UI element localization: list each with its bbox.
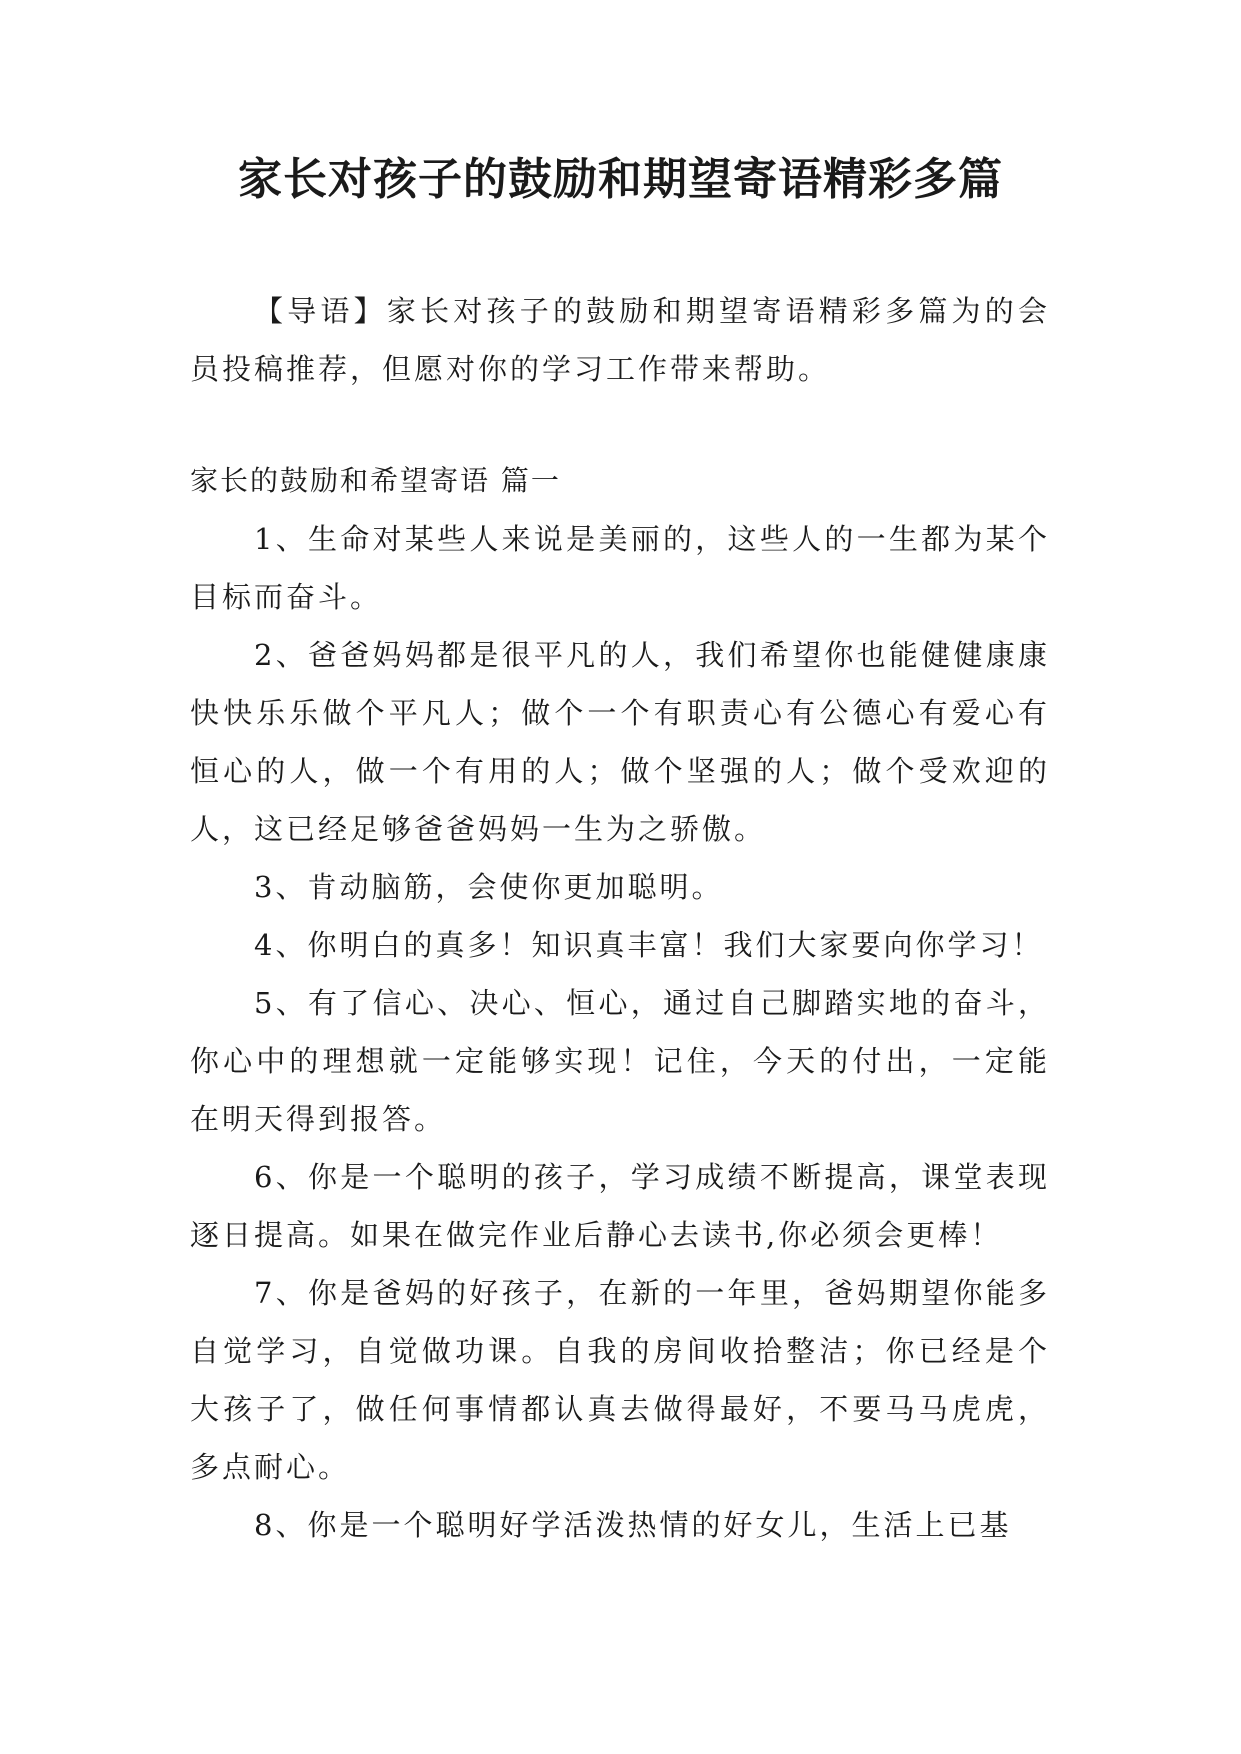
list-item-6: 6、你是一个聪明的孩子，学习成绩不断提高，课堂表现逐日提高。如果在做完作业后静心去读书,你必须会更棒！ bbox=[190, 1160, 1050, 1252]
document-body bbox=[190, 282, 1050, 1554]
intro-paragraph: 【导语】家长对孩子的鼓励和期望寄语精彩多篇为的会员投稿推荐，但愿对你的学习工作带来帮助。 bbox=[190, 294, 1050, 386]
section-heading: 家长的鼓励和希望寄语 篇一 bbox=[190, 464, 561, 497]
document-title: 家长对孩子的鼓励和期望寄语精彩多篇 bbox=[238, 154, 1003, 205]
list-item-5: 5、有了信心、决心、恒心，通过自己脚踏实地的奋斗，你心中的理想就一定能够实现！记住，今天的付出，一定能在明天得到报答。 bbox=[190, 986, 1050, 1136]
list-item-3: 3、肯动脑筋，会使你更加聪明。 bbox=[254, 870, 724, 904]
list-item-7: 7、你是爸妈的好孩子，在新的一年里，爸妈期望你能多自觉学习，自觉做功课。自我的房间收拾整洁；你已经是个大孩子了，做任何事情都认真去做得最好，不要马马虎虎，多点耐心。 bbox=[190, 1276, 1050, 1484]
list-item-4: 4、你明白的真多！知识真丰富！我们大家要向你学习！ bbox=[254, 928, 1044, 962]
list-item-2: 2、爸爸妈妈都是很平凡的人，我们希望你也能健健康康快快乐乐做个平凡人；做个一个有职责心有公德心有爱心有恒心的人，做一个有用的人；做个坚强的人；做个受欢迎的人，这已经足够爸爸妈妈一生为之骄傲。 bbox=[190, 638, 1050, 846]
list-item-1: 1、生命对某些人来说是美丽的，这些人的一生都为某个目标而奋斗。 bbox=[190, 522, 1050, 614]
list-item-8: 8、你是一个聪明好学活泼热情的好女儿，生活上已基 bbox=[254, 1508, 1012, 1542]
